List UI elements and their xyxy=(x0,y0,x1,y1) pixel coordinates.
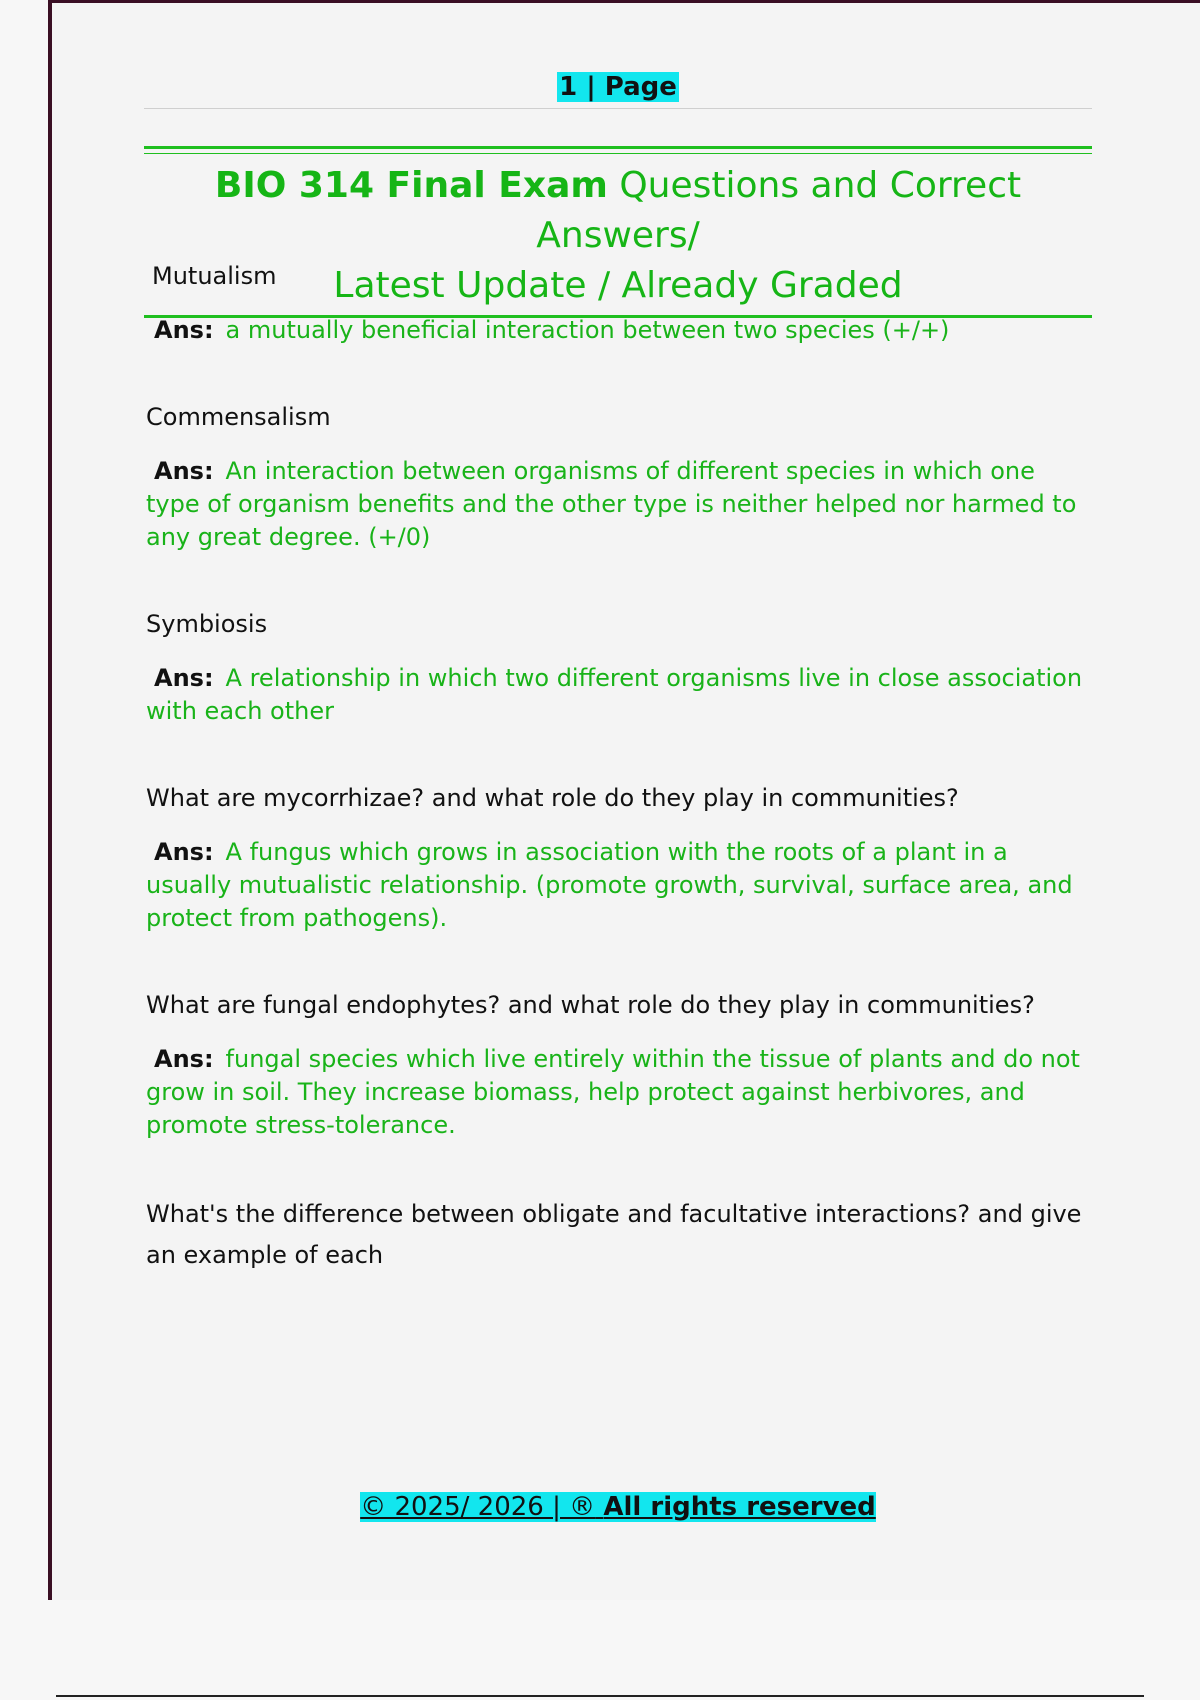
title-line-2: Latest Update / Already Graded xyxy=(333,265,903,306)
page-number-label: 1 | Page xyxy=(559,72,677,102)
ans-label: Ans: xyxy=(154,664,214,692)
question-text: Mutualism xyxy=(152,262,277,290)
bottom-divider xyxy=(56,1695,1144,1697)
answer-text: a mutually beneficial interaction between two species (+/+) xyxy=(225,316,950,344)
answer-text: An interaction between organisms of different species in which one type of organism benefits and the other type is neither helped nor harmed to any great degree. (+/0) xyxy=(146,457,1077,551)
question-text: Symbiosis xyxy=(146,610,268,638)
ans-label: Ans: xyxy=(154,316,214,344)
answer-text: A relationship in which two different organisms live in close association with each other xyxy=(146,664,1083,725)
page-number-header xyxy=(0,72,1200,102)
answer-block xyxy=(146,314,1096,347)
copyright-years: © 2025/ 2026 | ® xyxy=(360,1492,596,1522)
answer-block xyxy=(146,455,1096,554)
ans-label: Ans: xyxy=(154,838,214,866)
qa-content xyxy=(146,258,1096,1276)
question-text: What's the difference between obligate and facultative interactions? and give an example of each xyxy=(146,1200,1082,1269)
answer-block xyxy=(146,1043,1096,1142)
answer-block xyxy=(146,662,1096,728)
answer-text: fungal species which live entirely within the tissue of plants and do not grow in soil. They increase biomass, help protect against herbivores, and promote stress-tolerance. xyxy=(146,1045,1080,1139)
copyright-footer xyxy=(0,1492,1200,1522)
title-course: BIO 314 Final Exam xyxy=(214,165,608,206)
title-rest: Questions and Correct Answers/ xyxy=(536,165,1022,256)
answer-text: A fungus which grows in association with the roots of a plant in a usually mutualistic relationship. (promote growth, survival, surface area, and protect from pathogens). xyxy=(146,838,1073,932)
header-divider xyxy=(144,108,1092,109)
question-text: Commensalism xyxy=(146,403,331,431)
question-text: What are mycorrhizae? and what role do they play in communities? xyxy=(146,784,959,812)
ans-label: Ans: xyxy=(154,1045,214,1073)
answer-block xyxy=(146,836,1096,935)
rights-reserved: All rights reserved xyxy=(603,1492,876,1522)
ans-label: Ans: xyxy=(154,457,214,485)
title-line-1 xyxy=(144,161,1092,261)
question-text: What are fungal endophytes? and what role do they play in communities? xyxy=(146,991,1035,1019)
